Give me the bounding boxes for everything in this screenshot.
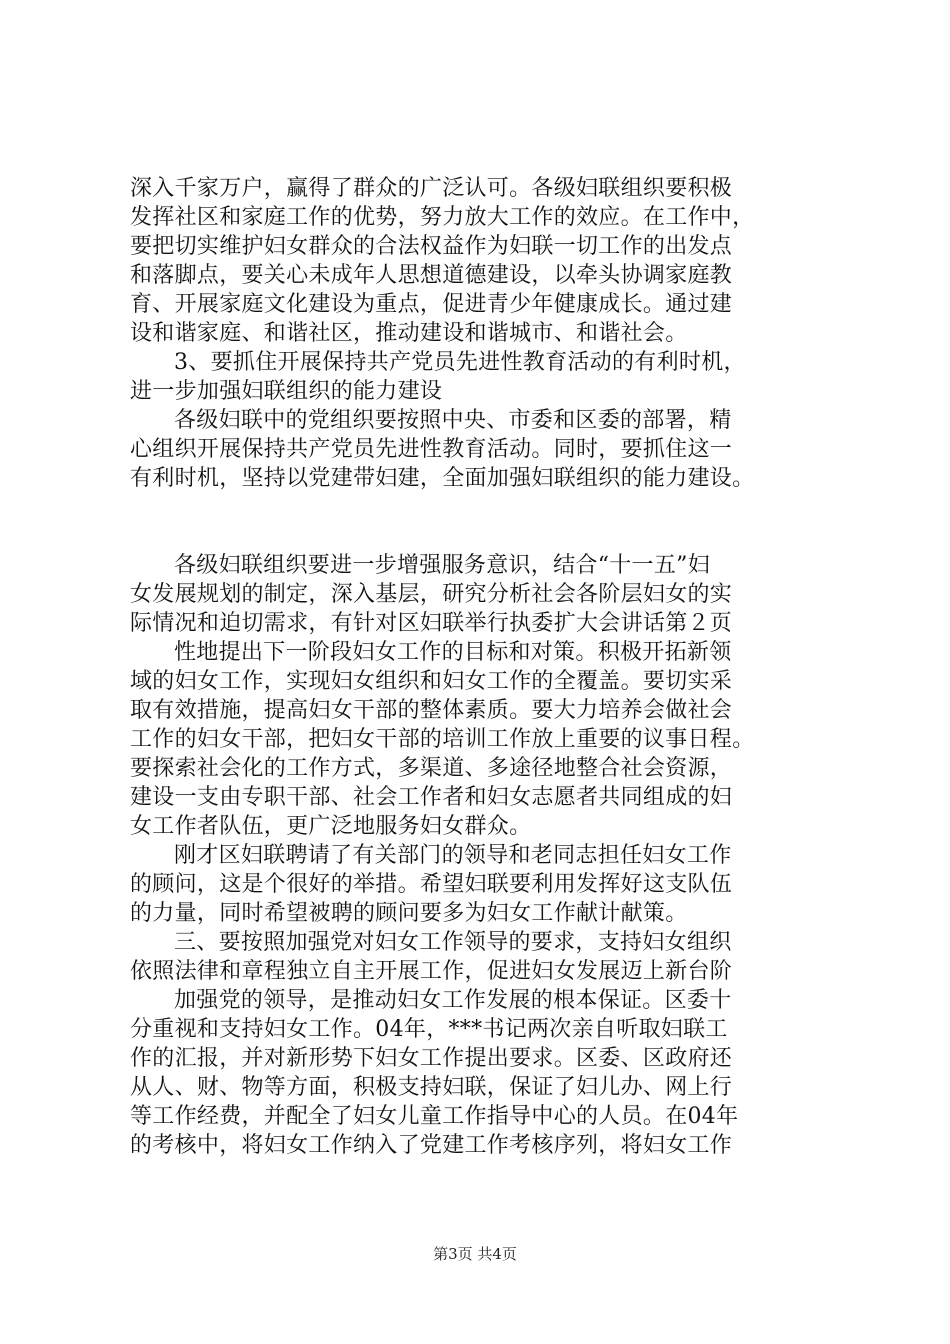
- text-line: 心组织开展保持共产党员先进性教育活动。同时，要抓住这一: [130, 437, 733, 462]
- text-line: 各级妇联中的党组织要按照中央、市委和区委的部署，精: [174, 408, 732, 433]
- document-body: [130, 174, 830, 1160]
- text-line: 女发展规划的制定，深入基层，研究分析社会各阶层妇女的实: [130, 582, 733, 607]
- page-footer: [0, 1244, 950, 1264]
- paragraph-4: [130, 551, 830, 638]
- text-line: 作的汇报，并对新形势下妇女工作提出要求。区委、区政府还: [130, 1046, 733, 1071]
- paragraph-8: [130, 986, 830, 1160]
- text-line: 建设一支由专职干部、社会工作者和妇女志愿者共同组成的妇: [130, 785, 733, 810]
- text-line: 际情况和迫切需求，有针对区妇联举行执委扩大会讲话第２页: [130, 611, 733, 636]
- text-line: 分重视和支持妇女工作。04年，***书记两次亲自听取妇联工: [130, 1017, 728, 1042]
- paragraph-1: [130, 174, 830, 348]
- text-line: 和落脚点，要关心未成年人思想道德建设，以牵头协调家庭教: [130, 263, 733, 288]
- text-line: 进一步加强妇联组织的能力建设: [130, 379, 443, 404]
- text-line: 工作的妇女干部，把妇女干部的培训工作放上重要的议事日程。: [130, 727, 755, 752]
- section-heading-three: [130, 928, 830, 986]
- text-line: 三、要按照加强党对妇女工作领导的要求，支持妇女组织: [174, 930, 732, 955]
- text-line: 性地提出下一阶段妇女工作的目标和对策。积极开拓新领: [174, 640, 732, 665]
- text-line: 3、要抓住开展保持共产党员先进性教育活动的有利时机，: [174, 350, 746, 375]
- text-line: 女工作者队伍，更广泛地服务妇女群众。: [130, 814, 532, 839]
- text-line: 刚才区妇联聘请了有关部门的领导和老同志担任妇女工作: [174, 843, 732, 868]
- text-line: 有利时机，坚持以党建带妇建，全面加强妇联组织的能力建设。: [130, 466, 755, 491]
- text-line: 深入千家万户，赢得了群众的广泛认可。各级妇联组织要积极: [130, 176, 733, 201]
- paragraph-3: [130, 406, 830, 493]
- text-line: 各级妇联组织要进一步增强服务意识，结合“十一五”妇: [174, 553, 710, 578]
- section-heading-3: [130, 348, 830, 406]
- text-line: 的顾问，这是个很好的举措。希望妇联要利用发挥好这支队伍: [130, 872, 733, 897]
- text-line: 要探索社会化的工作方式，多渠道、多途径地整合社会资源，: [130, 756, 733, 781]
- text-line: 等工作经费，并配全了妇女儿童工作指导中心的人员。在04年: [130, 1104, 739, 1129]
- text-line: 设和谐家庭、和谐社区，推动建设和谐城市、和谐社会。: [130, 321, 688, 346]
- page-number-label: 第3页 共4页: [433, 1245, 517, 1263]
- text-line: 加强党的领导，是推动妇女工作发展的根本保证。区委十: [174, 988, 732, 1013]
- paragraph-5: [130, 638, 830, 841]
- text-line: 从人、财、物等方面，积极支持妇联，保证了妇儿办、网上行: [130, 1075, 733, 1100]
- text-line: 取有效措施，提高妇女干部的整体素质。要大力培养会做社会: [130, 698, 733, 723]
- text-line: 要把切实维护妇女群众的合法权益作为妇联一切工作的出发点: [130, 234, 733, 259]
- paragraph-6: [130, 841, 830, 928]
- text-line: 发挥社区和家庭工作的优势，努力放大工作的效应。在工作中，: [130, 205, 755, 230]
- text-line: 域的妇女工作，实现妇女组织和妇女工作的全覆盖。要切实采: [130, 669, 733, 694]
- text-line: 的考核中，将妇女工作纳入了党建工作考核序列，将妇女工作: [130, 1133, 733, 1158]
- text-line: 依照法律和章程独立自主开展工作，促进妇女发展迈上新台阶: [130, 959, 733, 984]
- text-line: 育、开展家庭文化建设为重点，促进青少年健康成长。通过建: [130, 292, 733, 317]
- text-line: 的力量，同时希望被聘的顾问要多为妇女工作献计献策。: [130, 901, 688, 926]
